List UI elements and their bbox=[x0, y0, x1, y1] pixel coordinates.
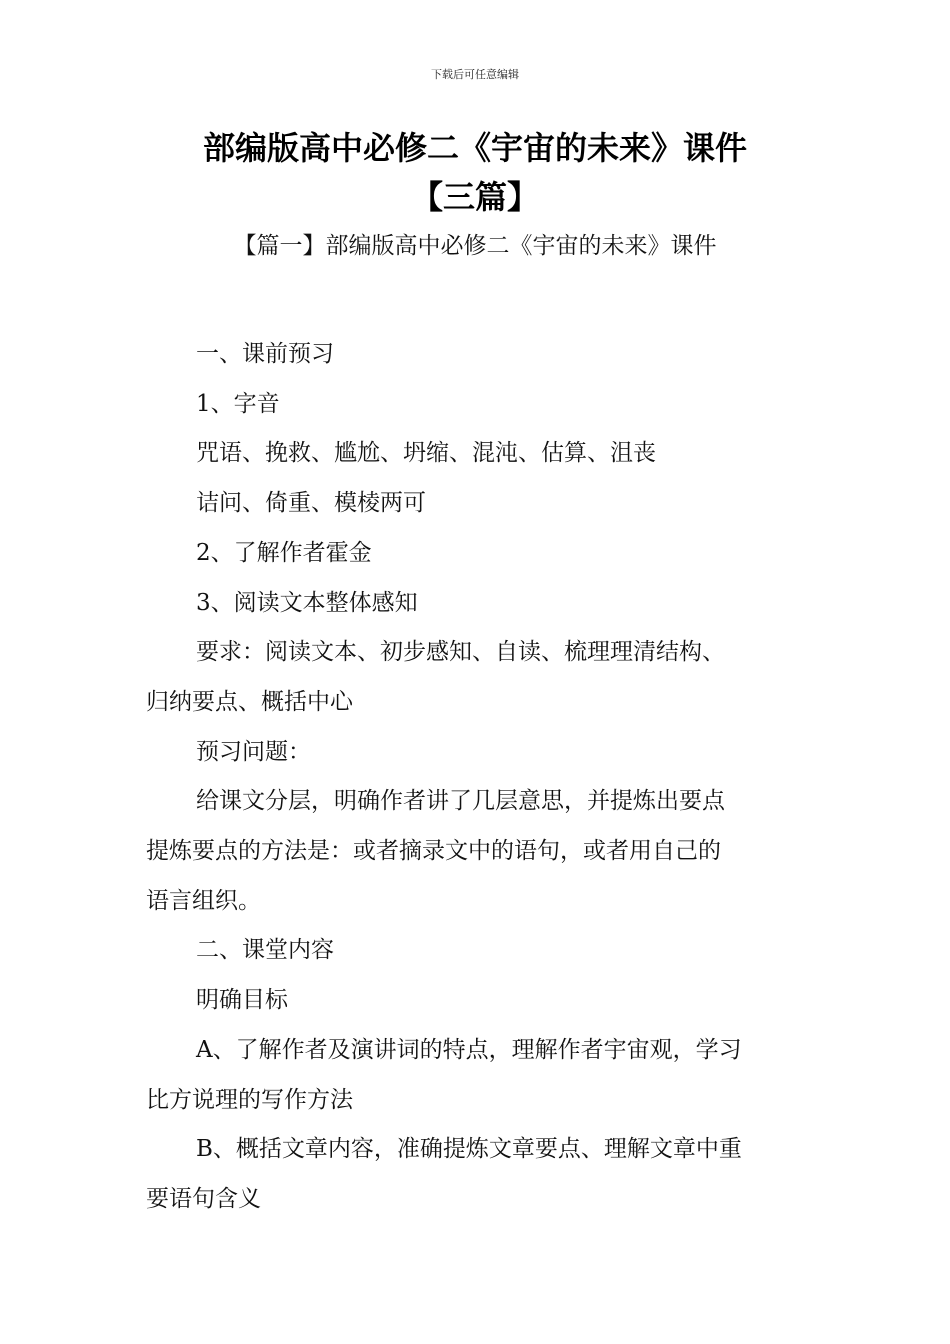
body-line: 2、了解作者霍金 bbox=[196, 539, 372, 566]
body-line: 诘问、倚重、模棱两可 bbox=[196, 490, 426, 517]
document-title-line-1: 部编版高中必修二《宇宙的未来》课件 bbox=[202, 129, 747, 167]
section-heading: 【篇一】部编版高中必修二《宇宙的未来》课件 bbox=[233, 233, 717, 259]
body-line: 提炼要点的方法是：或者摘录文中的语句，或者用自己的 bbox=[146, 838, 721, 865]
body-line: 二、课堂内容 bbox=[196, 937, 334, 964]
body-line: 要求：阅读文本、初步感知、自读、梳理理清结构、 bbox=[196, 639, 725, 666]
body-line: 比方说理的写作方法 bbox=[146, 1086, 353, 1113]
header-note: 下载后可任意编辑 bbox=[431, 68, 519, 81]
body-line: 要语句含义 bbox=[146, 1185, 261, 1212]
document-title-line-2: 【三篇】 bbox=[410, 178, 539, 216]
body-line: A、了解作者及演讲词的特点，理解作者宇宙观，学习 bbox=[196, 1036, 742, 1063]
body-line: 咒语、挽救、尴尬、坍缩、混沌、估算、沮丧 bbox=[196, 440, 656, 467]
body-line: 1、字音 bbox=[196, 390, 280, 417]
body-line: 归纳要点、概括中心 bbox=[146, 688, 353, 715]
body-line: B、概括文章内容，准确提炼文章要点、理解文章中重 bbox=[196, 1136, 742, 1163]
body-line: 3、阅读文本整体感知 bbox=[196, 589, 418, 616]
body-line: 语言组织。 bbox=[146, 887, 261, 914]
body-line: 明确目标 bbox=[196, 987, 288, 1014]
body-line: 一、课前预习 bbox=[196, 341, 334, 367]
body-line: 给课文分层，明确作者讲了几层意思，并提炼出要点 bbox=[196, 788, 725, 815]
body-line: 预习问题： bbox=[196, 738, 311, 765]
document-body bbox=[146, 330, 810, 1225]
